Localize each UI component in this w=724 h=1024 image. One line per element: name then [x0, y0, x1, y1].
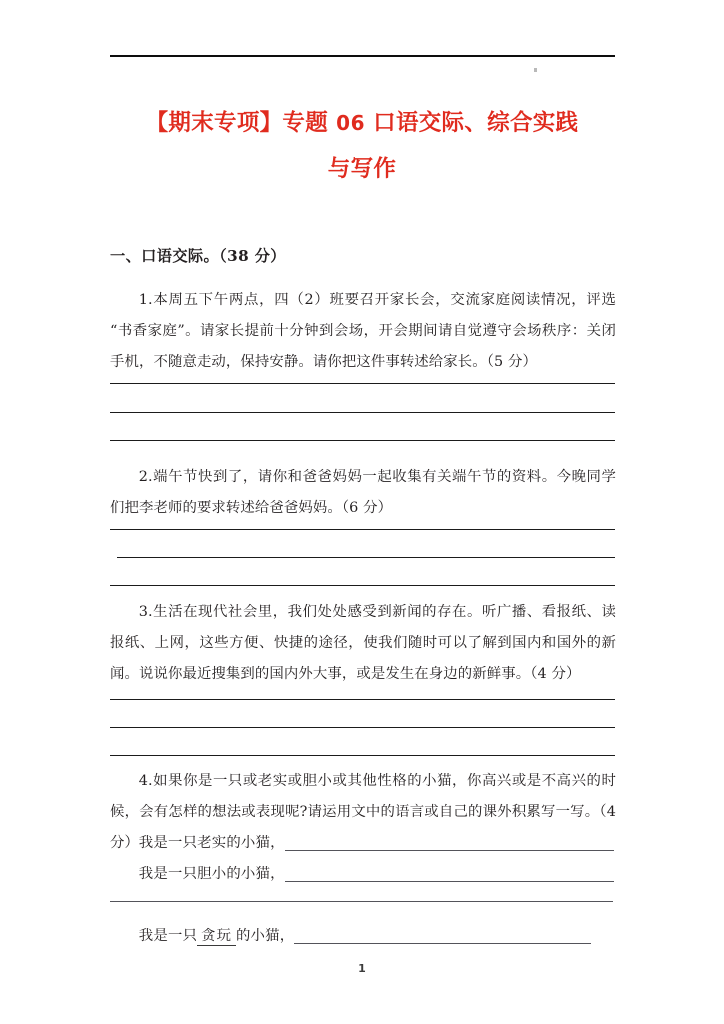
answer-rule[interactable]: [110, 727, 615, 728]
question-2-text: 2.端午节快到了，请你和爸爸妈妈一起收集有关端午节的资料。今晚同学们把李老师的要求转述给爸爸妈妈。（6 分）: [110, 469, 616, 516]
fill-line-3-blank[interactable]: 贪玩: [197, 928, 236, 946]
fill-line-3-tail-text: 的小猫，: [235, 928, 295, 944]
fill-line-3-lead: 我是一只: [138, 928, 198, 944]
question-3-text: 3.生活在现代社会里，我们处处感受到新闻的存在。听广播、看报纸、读报纸、上网，这些方便、快捷的途径，使我们随时可以了解到国内和国外的新闻。说说你最近搜集到的国内外大事，或是发生在身边的新鲜事。（4 分）: [110, 604, 616, 682]
answer-rule[interactable]: [110, 585, 615, 586]
answer-rule[interactable]: [110, 529, 615, 530]
section-heading: 一、口语交际。（38 分）: [110, 247, 286, 265]
fill-line-1-lead: 我是一只老实的小猫，: [138, 835, 285, 851]
answer-rule[interactable]: [110, 699, 615, 700]
answer-rule[interactable]: [110, 383, 615, 384]
answer-rule[interactable]: [110, 901, 613, 902]
answer-rule[interactable]: [117, 557, 615, 558]
title-number: 06: [336, 111, 366, 135]
page-number: 1: [358, 962, 366, 975]
answer-rule[interactable]: [110, 440, 615, 441]
answer-rule[interactable]: [110, 412, 615, 413]
fill-line-2-rule[interactable]: [285, 881, 614, 882]
fill-line-1-rule[interactable]: [285, 850, 614, 851]
title-prefix: 【期末专项】专题: [145, 110, 337, 136]
title-suffix: 口语交际、综合实践: [365, 110, 579, 136]
title-line-2: 与写作: [327, 156, 397, 182]
fill-line-3-rule[interactable]: [294, 943, 591, 944]
question-1-text: 1.本周五下午两点，四（2）班要召开家长会，交流家庭阅读情况，评选“书香家庭”。请家长提前十分钟到会场，开会期间请自觉遵守会场秩序：关闭手机，不随意走动，保持安静。请你把这件事转述给家长。（5 分）: [110, 292, 616, 370]
header-speck-mark: [534, 68, 537, 72]
header-rule: [110, 55, 615, 57]
fill-line-2[interactable]: [110, 864, 616, 884]
fill-line-2-lead: 我是一只胆小的小猫，: [138, 866, 285, 882]
fill-line-3[interactable]: [110, 926, 616, 946]
question-4-text: 4.如果你是一只或老实或胆小或其他性格的小猫，你高兴或是不高兴的时候，会有怎样的想法或表现呢?请运用文中的语言或自己的课外积累写一写。（4 分）: [110, 773, 616, 851]
page-title: [95, 100, 629, 192]
fill-line-1[interactable]: [110, 833, 616, 853]
answer-rule[interactable]: [110, 755, 615, 756]
